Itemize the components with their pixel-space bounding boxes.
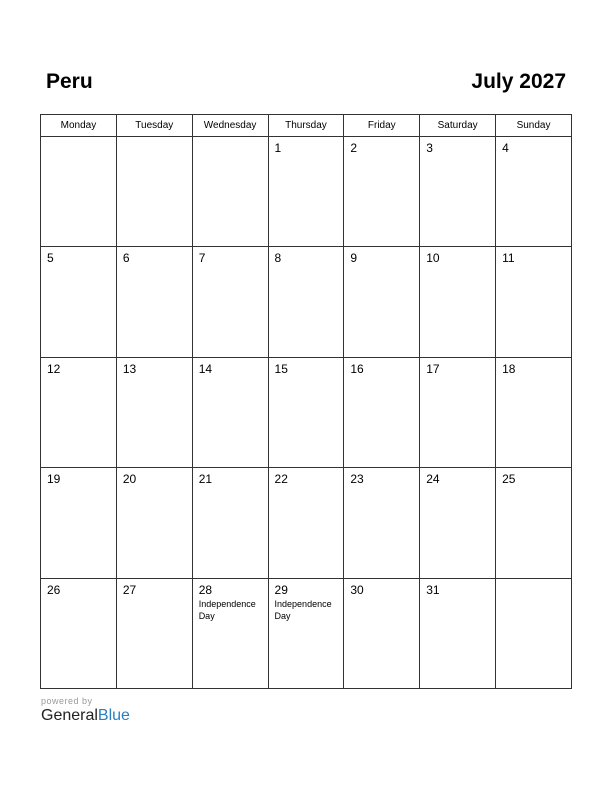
day-cell [116,357,192,467]
day-number: 13 [122,361,137,376]
day-cell [344,578,420,688]
week-row [41,578,572,688]
day-number: 18 [502,361,516,376]
empty-day-cell [116,137,192,247]
footer-branding [41,696,130,725]
day-cell [420,247,496,357]
day-number: 9 [350,251,358,266]
day-cell [420,578,496,688]
brand-general-text: General [41,707,98,724]
day-number: 28 [198,582,213,597]
day-cell [192,357,268,467]
day-number: 6 [122,251,130,266]
day-number: 16 [350,361,364,376]
empty-day-cell [192,137,268,247]
day-cell [116,247,192,357]
day-cell [344,137,420,247]
day-number: 10 [426,251,440,266]
day-number: 7 [198,251,206,266]
day-number [496,579,571,583]
day-cell [268,357,344,467]
day-cell [268,468,344,578]
day-number: 1 [274,141,282,155]
day-number: 31 [426,582,440,597]
day-cell [496,137,572,247]
empty-day-cell [496,578,572,688]
weekday-header-row [41,115,572,137]
day-number: 12 [47,361,61,376]
day-number: 14 [198,361,213,376]
powered-by-text: powered by [41,696,93,706]
day-cell [268,578,344,688]
weekday-header-saturday: Saturday [420,115,496,137]
day-cell [116,468,192,578]
weekday-header-sunday: Sunday [496,115,572,137]
brand-blue-text: Blue [97,707,130,724]
week-row [41,137,572,247]
empty-day-cell [41,137,117,247]
calendar-grid [40,114,572,689]
day-cell [41,247,117,357]
day-cell [192,247,268,357]
day-number: 15 [274,361,288,376]
day-number: 29 [274,582,288,597]
day-number: 8 [274,251,282,266]
day-number: 4 [502,141,509,155]
day-cell [496,468,572,578]
day-cell [344,468,420,578]
day-number: 27 [122,582,137,597]
weekday-header-tuesday: Tuesday [116,115,192,137]
day-number: 22 [274,472,288,487]
month-title: July 2027 [471,70,566,93]
day-number: 19 [47,472,61,487]
country-title: Peru [46,70,93,93]
day-cell [344,247,420,357]
day-number: 5 [47,251,54,266]
weekday-header-thursday: Thursday [268,115,344,137]
day-number: 3 [426,141,433,155]
day-number: 23 [350,472,364,487]
weekday-header-friday: Friday [344,115,420,137]
day-cell [41,578,117,688]
day-cell [344,357,420,467]
day-cell [496,357,572,467]
day-cell [268,137,344,247]
weekday-header-monday: Monday [41,115,117,137]
week-row [41,468,572,578]
day-cell [41,357,117,467]
day-cell [420,357,496,467]
week-row [41,357,572,467]
day-number: 24 [426,472,440,487]
day-number [41,137,116,141]
day-number: 20 [122,472,137,487]
day-cell [420,137,496,247]
day-cell [496,247,572,357]
day-cell [192,578,268,688]
day-number [193,137,268,141]
day-cell [116,578,192,688]
day-cell [192,468,268,578]
brand-logo [41,707,130,725]
day-number: 30 [350,582,364,597]
day-number [117,137,192,141]
day-number: 17 [426,361,440,376]
day-number: 2 [350,141,358,155]
weekday-header-wednesday: Wednesday [192,115,268,137]
day-cell [41,468,117,578]
day-number: 25 [502,472,516,487]
day-cell [420,468,496,578]
day-cell [268,247,344,357]
holiday-label: Independence Day [198,598,256,621]
holiday-label: Independence Day [274,598,332,621]
week-row [41,247,572,357]
day-number: 11 [502,251,515,266]
day-number: 21 [198,472,213,487]
day-number: 26 [47,582,61,597]
